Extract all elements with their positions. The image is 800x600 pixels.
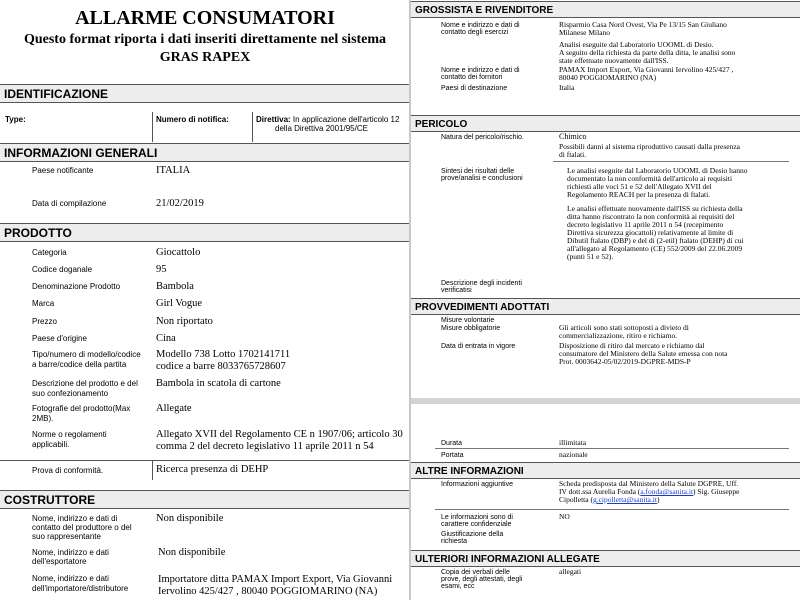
esercizi-value-4: A seguito della richiesta da parte della ditta, le analisi sono xyxy=(559,48,736,57)
sintesi-p2-line-6: all'allegato al Regolamento (CE) 552/2009 del 22.06.2009 xyxy=(567,244,743,253)
sintesi-p1-line-2: documentato la non conformità dell'articolo ai requisiti xyxy=(567,174,733,183)
fotografie-value: Allegate xyxy=(156,403,192,414)
informazioni-aggiuntive-label: Informazioni aggiuntive xyxy=(441,481,513,488)
document-title: ALLARME CONSUMATORI xyxy=(75,7,335,29)
sintesi-p2-line-4: Direttiva sicurezza giocattoli) relativamente al limite di xyxy=(567,228,734,237)
sintesi-label-1: Sintesi dei risultati delle xyxy=(441,168,515,175)
descrizione-value: Bambola in scatola di cartone xyxy=(156,378,281,389)
prova-conformita-value: Ricerca presenza di DEHP xyxy=(156,464,269,475)
esercizi-value-3: Analisi eseguite dal Laboratorio UOOML di Desio. xyxy=(559,40,714,49)
aggiuntive-text-2b: ) Sig. Giuseppe xyxy=(693,487,740,496)
descrizione-label-1: Descrizione del prodotto e del xyxy=(32,379,138,388)
section-prodotto-header: PRODOTTO xyxy=(0,223,410,242)
prezzo-value: Non riportato xyxy=(156,316,213,327)
esportatore-label-2: dell'esportatore xyxy=(32,557,87,566)
esercizi-label-2: contatto degli esercizi xyxy=(441,29,509,36)
sintesi-p1-line-1: Le analisi eseguite dal Laboratorio UOOML di Desio hanno xyxy=(567,166,748,175)
codice-doganale-value: 95 xyxy=(156,264,167,275)
esportatore-label-1: Nome, indirizzo e dati xyxy=(32,548,109,557)
sintesi-p1-line-4: Regolamento REACH per la presenza di ftalati. xyxy=(567,190,711,199)
divider xyxy=(435,509,789,510)
incidenti-label-2: verificatisi xyxy=(441,287,472,294)
data-compilazione-label: Data di compilazione xyxy=(32,199,107,208)
fotografie-label-2: 2MB). xyxy=(32,414,54,423)
natura-pericolo-value-1: Chimico xyxy=(559,132,587,141)
confidenziale-label-1: Le informazioni sono di xyxy=(441,514,513,521)
document-subtitle-line2: GRAS RAPEX xyxy=(159,50,251,65)
durata-value: illimitata xyxy=(559,438,587,447)
sintesi-p2-line-7: (punti 51 e 52). xyxy=(567,252,614,261)
fornitori-value-2: 80040 POGGIOMARINO (NA) xyxy=(559,73,657,82)
type-label: Type: xyxy=(5,115,26,124)
sintesi-p2-line-2: ditta hanno riscontrato la non conformità ai requisiti del xyxy=(567,212,735,221)
fornitori-label-2: contatto dei fornitori xyxy=(441,74,503,81)
copia-verbali-label-1: Copia dei verbali delle xyxy=(441,569,510,576)
produttore-label-3: suo rappresentante xyxy=(32,532,101,541)
importatore-label-2: dell'importatore/distributore xyxy=(32,584,129,593)
data-entrata-value-1: Disposizione di ritiro dal mercato e richiamo dal xyxy=(559,341,705,350)
divider xyxy=(152,460,153,480)
divider xyxy=(152,112,153,142)
misure-obbligatorie-label: Misure obbligatorie xyxy=(441,325,501,332)
giustificazione-label-1: Giustificazione della xyxy=(441,531,504,538)
marca-label: Marca xyxy=(32,299,55,308)
data-entrata-value-3: Prot. 0003642-05/02/2019-DGPRE-MDS-P xyxy=(559,357,691,366)
norme-label-2: applicabili. xyxy=(32,440,70,449)
esercizi-label-1: Nome e indirizzo e dati di xyxy=(441,22,520,29)
marca-value: Girl Vogue xyxy=(156,298,202,309)
norme-value-1: Allegato XVII del Regolamento CE n 1907/06; articolo 30 xyxy=(156,429,403,440)
section-costruttore-header: COSTRUTTORE xyxy=(0,490,410,509)
copia-verbali-label-3: esami, ecc xyxy=(441,583,475,590)
sintesi-p1-line-3: richiesti alle voci 51 e 52 dell'Allegato XVII del xyxy=(567,182,712,191)
importatore-value-2: Iervolino 425/427 , 80040 POGGIOMARINO (NA) xyxy=(158,586,378,597)
confidenziale-value: NO xyxy=(559,512,570,521)
data-entrata-value-2: consumatore del Ministero della Salute emessa con nota xyxy=(559,349,728,358)
modello-label-2: a barre/codice della partita xyxy=(32,360,127,369)
esercizi-value-2: Milanese Milano xyxy=(559,28,611,37)
email-link-fonda[interactable]: a.fonda@sanita.it xyxy=(640,487,694,496)
sintesi-p2-line-5: Dibutil ftalato (DBP) e del di (2-etil) ftalato (DEHP) di cui xyxy=(567,236,744,245)
section-pericolo-header: PERICOLO xyxy=(411,115,800,132)
destinazione-label: Paesi di destinazione xyxy=(441,85,508,92)
esercizi-value-1: Risparmio Casa Nord Ovest, Via Pe 13/15 San Giuliano xyxy=(559,20,727,29)
produttore-value: Non disponibile xyxy=(156,513,224,524)
divider xyxy=(0,460,410,461)
categoria-label: Categoria xyxy=(32,248,67,257)
fornitori-value-1: PAMAX Import Export, Via Giovanni Iervolino 425/427 , xyxy=(559,65,734,74)
data-entrata-label: Data di entrata in vigore xyxy=(441,343,516,350)
natura-pericolo-value-3: di ftalati. xyxy=(559,150,587,159)
durata-label: Durata xyxy=(441,440,463,447)
esportatore-value: Non disponibile xyxy=(158,547,226,558)
notifica-label: Numero di notifica: xyxy=(156,115,229,124)
sintesi-label-2: prove/analisi e conclusioni xyxy=(441,175,523,182)
section-grossista-header: GROSSISTA E RIVENDITORE xyxy=(411,1,800,18)
importatore-value-1: Importatore ditta PAMAX Import Export, Via Giovanni xyxy=(158,574,393,585)
modello-value-1: Modello 738 Lotto 1702141711 xyxy=(156,349,291,360)
fotografie-label-1: Fotografie del prodotto(Max xyxy=(32,404,131,413)
paese-notificante-value: ITALIA xyxy=(156,165,191,176)
sintesi-p2-line-1: Le analisi effettuate nuovamente dall'ISS su richiesta della xyxy=(567,204,743,213)
page-break-band xyxy=(411,398,800,404)
prezzo-label: Prezzo xyxy=(32,317,57,326)
section-ulteriori-informazioni-header: ULTERIORI INFORMAZIONI ALLEGATE xyxy=(411,550,800,567)
aggiuntive-text-2a: IV dott.ssa Aurelia Fonda ( xyxy=(559,487,641,496)
confidenziale-label-2: carattere confidenziale xyxy=(441,521,512,528)
misure-obbligatorie-value-1: Gli articoli sono stati sottoposti a divieto di xyxy=(559,323,689,332)
esercizi-value-5: state effettuate nuovamente dall'ISS. xyxy=(559,56,669,65)
section-provvedimenti-header: PROVVEDIMENTI ADOTTATI xyxy=(411,298,800,315)
divider xyxy=(252,112,253,142)
natura-pericolo-value-2: Possibili danni al sistema riproduttivo causati dalla presenza xyxy=(559,142,740,151)
giustificazione-label-2: richiesta xyxy=(441,538,468,545)
incidenti-label-1: Descrizione degli incidenti xyxy=(441,280,522,287)
direttiva-value-1: In applicazione dell'articolo 12 xyxy=(292,115,400,124)
aggiuntive-text-3b: ) xyxy=(656,495,660,504)
divider xyxy=(435,448,789,449)
direttiva-label: Direttiva: xyxy=(256,115,291,124)
importatore-label-1: Nome, indirizzo e dati xyxy=(32,574,109,583)
portata-label: Portata xyxy=(441,452,464,459)
section-identificazione-header: IDENTIFICAZIONE xyxy=(0,84,410,103)
misure-volontarie-label: Misure volontarie xyxy=(441,317,495,324)
denominazione-label: Denominazione Prodotto xyxy=(32,282,121,291)
section-informazioni-generali-header: INFORMAZIONI GENERALI xyxy=(0,143,410,162)
paese-origine-label: Paese d'origine xyxy=(32,334,87,343)
categoria-value: Giocattolo xyxy=(156,247,201,258)
modello-value-2: codice a barre 8033765728607 xyxy=(156,361,286,372)
misure-obbligatorie-value-2: commercializzazione, ritiro e richiamo. xyxy=(559,331,678,340)
informazioni-aggiuntive-line-3 xyxy=(559,496,659,505)
descrizione-label-2: suo confezionamento xyxy=(32,389,109,398)
norme-value-2: comma 2 del decreto legislativo 11 aprile 2011 n 54 xyxy=(156,441,374,452)
direttiva-value-2: della Direttiva 2001/95/CE xyxy=(275,124,368,133)
data-compilazione-value: 21/02/2019 xyxy=(156,198,204,209)
aggiuntive-text-3a: Cipolletta ( xyxy=(559,495,593,504)
copia-verbali-label-2: prove, degli attestati, degli xyxy=(441,576,523,583)
produttore-label-2: contatto del produttore o del xyxy=(32,523,132,532)
fornitori-label-1: Nome e indirizzo e dati di xyxy=(441,67,520,74)
natura-pericolo-label: Natura del pericolo/rischio. xyxy=(441,134,524,141)
portata-value: nazionale xyxy=(559,450,588,459)
section-altre-informazioni-header: ALTRE INFORMAZIONI xyxy=(411,462,800,479)
destinazione-value: Italia xyxy=(559,83,575,92)
document-subtitle-line1: Questo format riporta i dati inseriti direttamente nel sistema xyxy=(23,32,387,47)
produttore-label-1: Nome, indirizzo e dati di xyxy=(32,514,118,523)
copia-verbali-value: allegati xyxy=(559,567,582,576)
email-link-cipolletta[interactable]: g.cipolletta@sanita.it xyxy=(592,495,657,504)
right-page xyxy=(411,0,800,600)
modello-label-1: Tipo/numero di modello/codice xyxy=(32,350,141,359)
prova-conformita-label: Prova di conformità. xyxy=(32,466,104,475)
codice-doganale-label: Codice doganale xyxy=(32,265,93,274)
norme-label-1: Norme o regolamenti xyxy=(32,430,107,439)
paese-notificante-label: Paese notificante xyxy=(32,166,94,175)
denominazione-value: Bambola xyxy=(156,281,194,292)
divider xyxy=(553,161,789,162)
paese-origine-value: Cina xyxy=(156,333,176,344)
sintesi-p2-line-3: decreto legislativo 11 aprile 2011 n 54 (recepimento xyxy=(567,220,724,229)
informazioni-aggiuntive-value-1: Scheda predisposta dal Ministero della Salute DGPRE, Uff. xyxy=(559,479,739,488)
